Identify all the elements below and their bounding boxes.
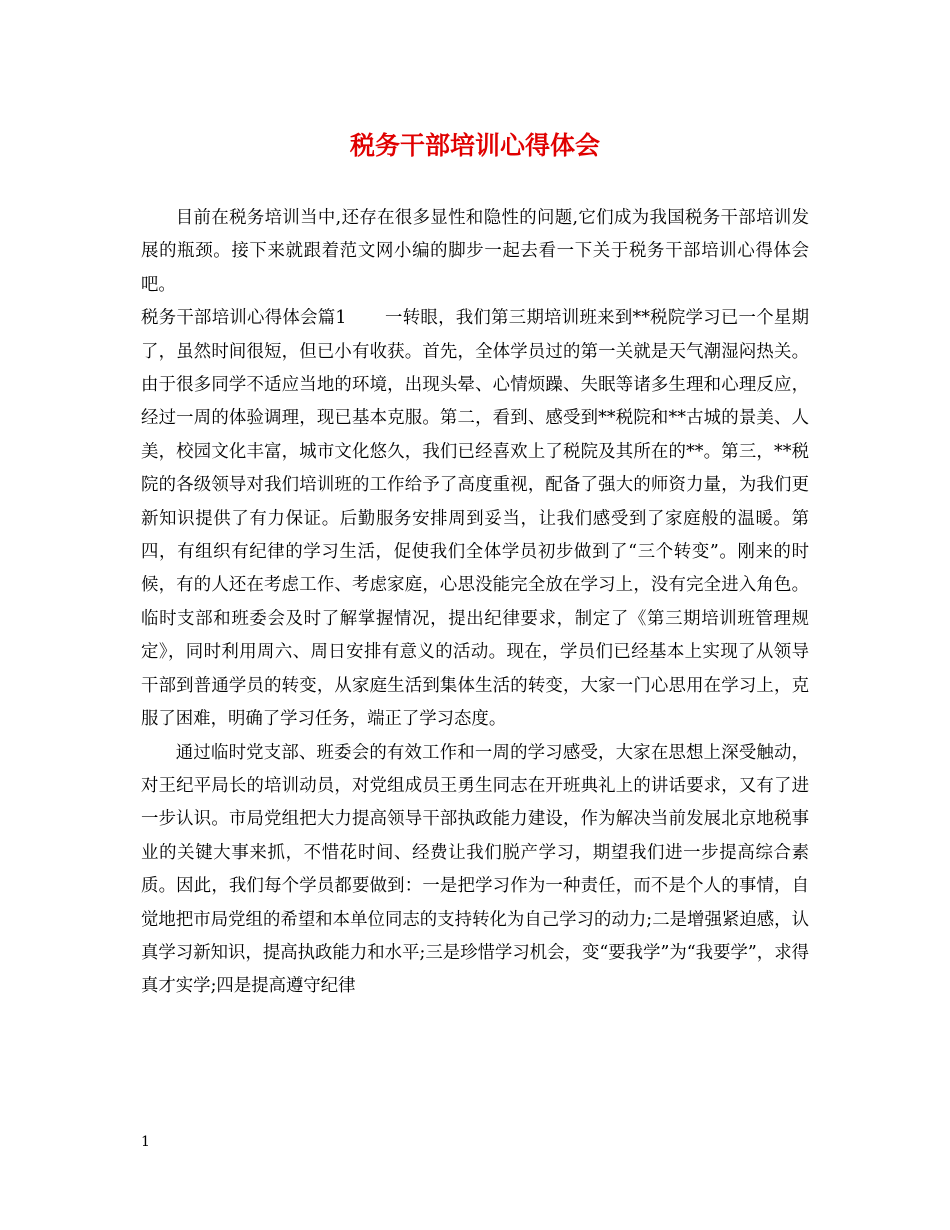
section-heading: 税务干部培训心得体会篇1	[141, 308, 347, 329]
document-body	[141, 202, 809, 1004]
document-title: 税务干部培训心得体会	[349, 131, 600, 160]
page-number: 1	[141, 1134, 150, 1150]
paragraph-1-text: 一转眼，我们第三期培训班来到**税院学习已一个星期了，虽然时间很短，但已小有收获。首先，全体学员过的第一关就是天气潮湿闷热关。由于很多同学不适应当地的环境，出现头晕、心情烦躁、失眠等诸多生理和心理反应，经过一周的体验调理，现已基本克服。第二，看到、感受到**税院和**古城的景美、人美，校园文化丰富，城市文化悠久，我们已经喜欢上了税院及其所在的**。第三，**税院的各级领导对我们培训班的工作给予了高度重视，配备了强大的师资力量，为我们更新知识提供了有力保证。后勤服务安排周到妥当，让我们感受到了家庭般的温暖。第四，有组织有纪律的学习生活，促使我们全体学员初步做到了“三个转变”。刚来的时候，有的人还在考虑工作、考虑家庭，心思没能完全放在学习上，没有完全进入角色。临时支部和班委会及时了解掌握情况，提出纪律要求，制定了《第三期培训班管理规定》，同时利用周六、周日安排有意义的活动。现在，学员们已经基本上实现了从领导干部到普通学员的转变，从家庭生活到集体生活的转变，大家一门心思用在学习上，克服了困难，明确了学习任务，端正了学习态度。	[141, 308, 809, 730]
intro-paragraph: 目前在税务培训当中,还存在很多显性和隐性的问题,它们成为我国税务干部培训发展的瓶颈。接下来就跟着范文网小编的脚步一起去看一下关于税务干部培训心得体会吧。	[141, 208, 809, 295]
paragraph-2: 通过临时党支部、班委会的有效工作和一周的学习感受，大家在思想上深受触动，对王纪平局长的培训动员，对党组成员王勇生同志在开班典礼上的讲话要求，又有了进一步认识。市局党组把大力提高领导干部执政能力建设，作为解决当前发展北京地税事业的关键大事来抓，不惜花时间、经费让我们脱产学习，期望我们进一步提高综合素质。因此，我们每个学员都要做到：一是把学习作为一种责任，而不是个人的事情，自觉地把市局党组的希望和本单位同志的支持转化为自己学习的动力;二是增强紧迫感，认真学习新知识，提高执政能力和水平;三是珍惜学习机会，变“要我学”为“我要学”，求得真才实学;四是提高遵守纪律	[141, 742, 809, 997]
section-paragraph-1	[141, 302, 809, 736]
